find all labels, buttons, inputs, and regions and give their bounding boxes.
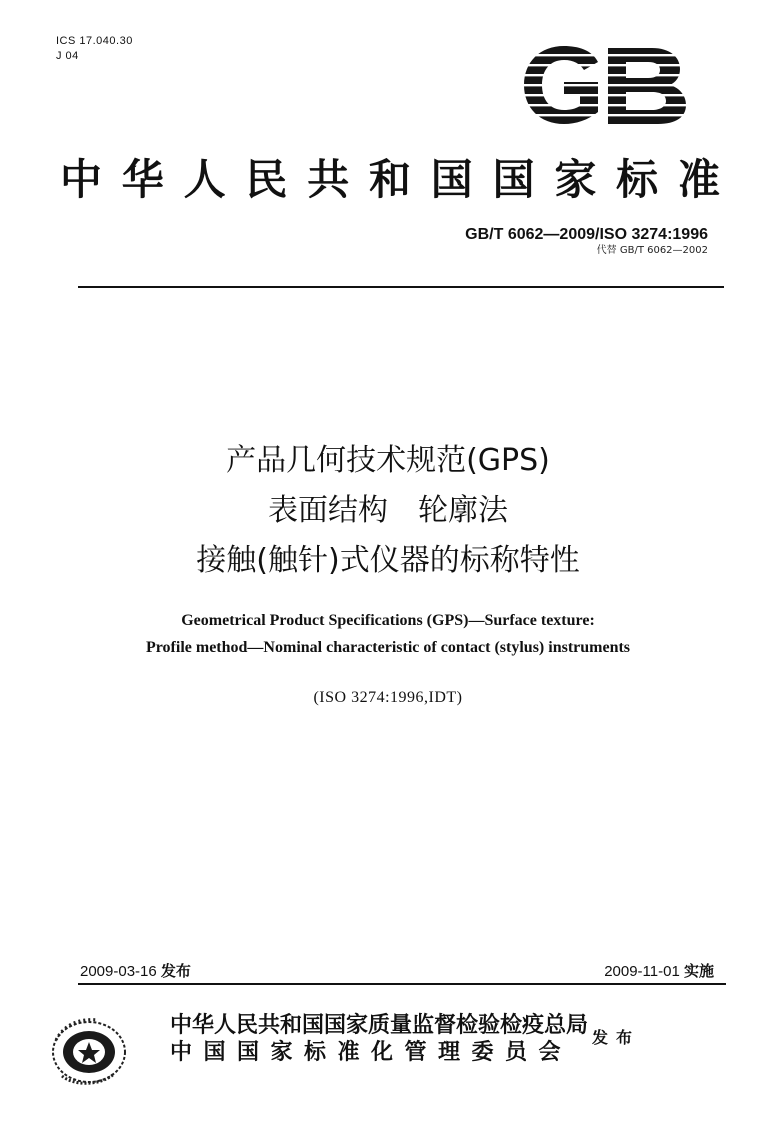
issuing-authorities [170,1012,588,1066]
chinese-title [0,436,776,586]
implement-date-block [604,962,714,981]
issue-date: 2009-03-16 [80,963,157,980]
implement-label: 实施 [683,962,714,980]
footer-divider [78,983,726,985]
english-title-line-1: Geometrical Product Specifications (GPS)—Surface texture: [181,612,595,629]
national-standard-title: 中华人民共和国国家标准 [60,155,726,204]
issue-label: 发布 [160,962,191,980]
header-divider [78,286,724,288]
standard-number: GB/T 6062—2009/ISO 3274:1996 [465,226,708,243]
ccs-code: J 04 [56,50,79,62]
gb-logo [520,44,688,126]
english-title [0,607,776,661]
replaces-note: 代替 GB/T 6062—2002 [596,245,708,256]
ics-code: ICS 17.040.30 [56,35,133,47]
chinese-title-line-3: 接触(触针)式仪器的标称特性 [196,543,580,578]
chinese-title-line-2: 表面结构 轮廓法 [268,493,508,528]
iso-reference: (ISO 3274:1996,IDT) [313,689,463,706]
issuer-line-2: 中国国家标准化管理委员会 [170,1039,573,1065]
publish-label: 发布 [592,1028,641,1047]
implement-date: 2009-11-01 [604,963,680,980]
chinese-title-line-1: 产品几何技术规范(GPS) [226,443,550,478]
seal-emblem-icon [44,1010,134,1090]
classification-codes [56,34,133,64]
issuer-line-1: 中华人民共和国国家质量监督检验检疫总局 [170,1012,589,1038]
english-title-line-2: Profile method—Nominal characteristic of contact (stylus) instruments [145,639,631,656]
issue-date-block [80,962,191,981]
